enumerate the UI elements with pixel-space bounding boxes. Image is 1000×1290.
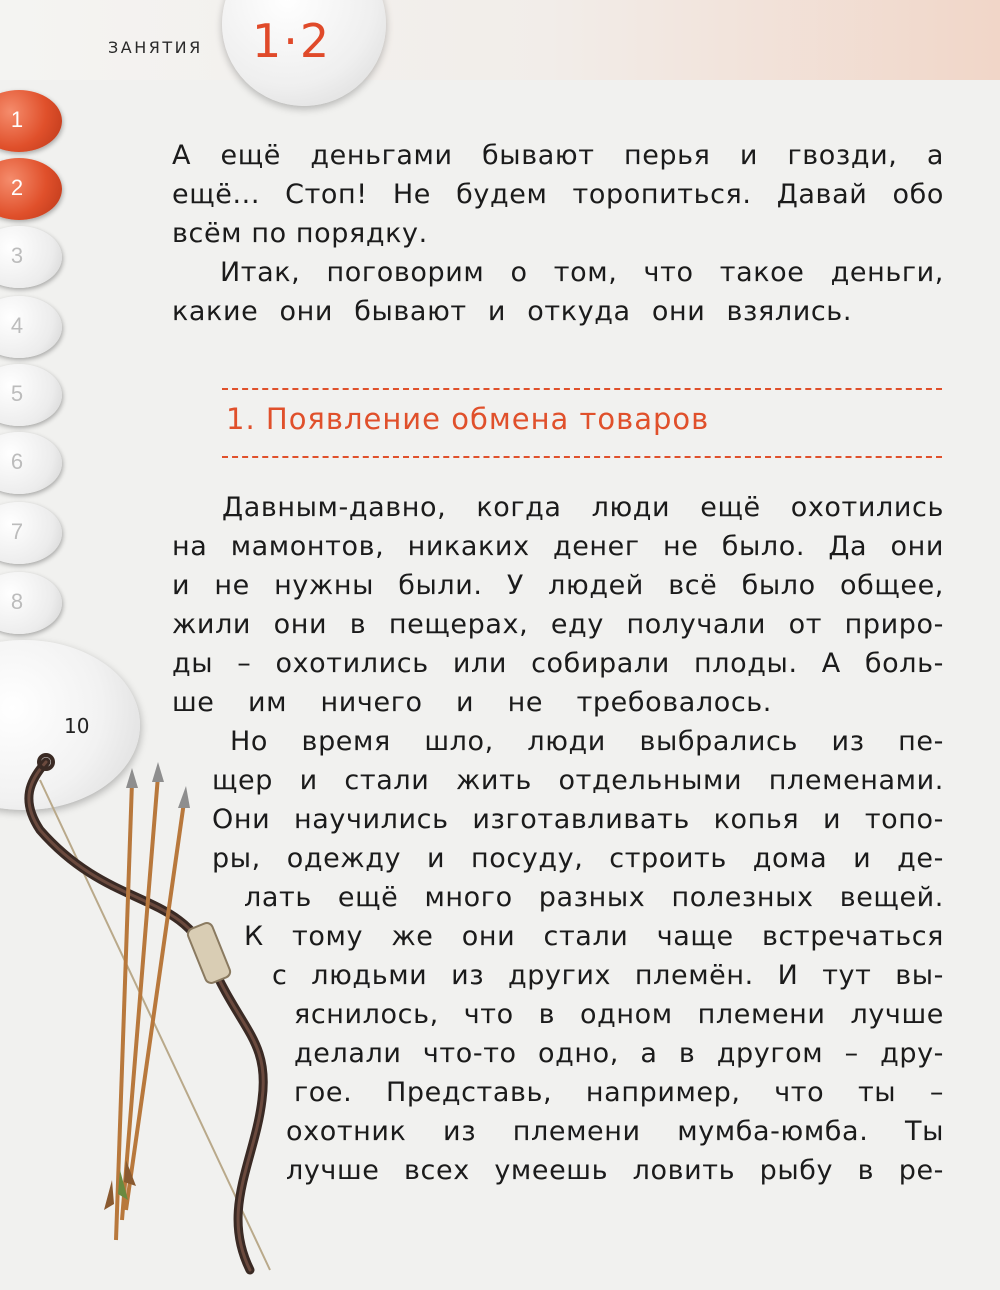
lesson-tab-6[interactable]: [0, 432, 62, 494]
lesson-tab-8[interactable]: [0, 572, 62, 634]
arrow-head: [152, 762, 164, 782]
text-line: Но время шло, люди выбрались из пе-: [230, 726, 944, 757]
text-line: какие они бывают и откуда они взялись.: [172, 296, 852, 327]
text-line: охотник из племени мумба-юмба. Ты: [286, 1116, 944, 1147]
text-line: лучше всех умеешь ловить рыбу в ре-: [286, 1155, 944, 1186]
arrow-shaft: [126, 802, 184, 1210]
arrow-head: [178, 786, 190, 808]
bow-limb: [29, 762, 263, 1270]
lesson-tab-4[interactable]: [0, 296, 62, 358]
arrow-head: [126, 768, 138, 788]
arrow-fletching: [104, 1180, 114, 1210]
arrow-shaft: [122, 776, 158, 1220]
text-line: ды – охотились или собирали плоды. А боль-: [172, 648, 944, 679]
text-line: с людьми из других племён. И тут вы-: [272, 960, 944, 991]
lesson-tab-label: 8: [10, 589, 24, 614]
page-number: 10: [64, 714, 90, 738]
text-line: всём по порядку.: [172, 218, 428, 249]
lesson-tab-3[interactable]: [0, 226, 62, 288]
text-line: щер и стали жить отдельными племенами.: [212, 765, 944, 796]
bow-string: [40, 780, 270, 1270]
text-line: жили они в пещерах, еду получали от приро-: [172, 609, 944, 640]
lesson-tab-5[interactable]: [0, 364, 62, 426]
lesson-tab-label: 5: [10, 381, 24, 406]
bow-and-arrows-illustration: [0, 740, 300, 1280]
lesson-tab-2[interactable]: [0, 158, 62, 220]
bow-limb-highlight: [29, 762, 263, 1270]
lesson-tab-1[interactable]: [0, 90, 62, 152]
text-line: ещё... Стоп! Не будем торопиться. Давай обо: [172, 179, 944, 210]
text-line: Давным-давно, когда люди ещё охотились: [222, 492, 944, 523]
bow-grip: [186, 921, 232, 985]
heading-top-rule: [222, 388, 942, 390]
lesson-tab-label: 6: [10, 449, 24, 474]
section-heading: 1. Появление обмена товаров: [226, 402, 710, 436]
lesson-tab-label: 1: [10, 107, 24, 132]
lesson-tab-label: 3: [10, 243, 24, 268]
text-line: ры, одежду и посуду, строить дома и де-: [212, 843, 944, 874]
text-line: делали что-то одно, а в другом – дру-: [294, 1038, 944, 1069]
text-line: лать ещё много разных полезных вещей.: [244, 882, 944, 913]
lesson-tab-label: 2: [10, 175, 24, 200]
text-line: Итак, поговорим о том, что такое деньги,: [220, 257, 944, 288]
text-line: Они научились изготавливать копья и топо-: [212, 804, 944, 835]
text-line: яснилось, что в одном племени лучше: [294, 999, 944, 1030]
text-line: и не нужны были. У людей всё было общее,: [172, 570, 944, 601]
text-line: на мамонтов, никаких денег не было. Да они: [172, 531, 944, 562]
lesson-tab-label: 7: [10, 519, 24, 544]
text-line: А ещё деньгами бывают перья и гвозди, а: [172, 140, 944, 171]
lesson-tab-7[interactable]: [0, 502, 62, 564]
lessons-label: ЗАНЯТИЯ: [108, 38, 203, 57]
lesson-number: 1·2: [252, 14, 332, 68]
text-line: К тому же они стали чаще встречаться: [244, 921, 944, 952]
heading-bottom-rule: [222, 456, 942, 458]
lesson-tab-label: 4: [10, 313, 24, 338]
text-line: гое. Представь, например, что ты –: [294, 1077, 944, 1108]
text-line: ше им ничего и не требовалось.: [172, 687, 772, 718]
